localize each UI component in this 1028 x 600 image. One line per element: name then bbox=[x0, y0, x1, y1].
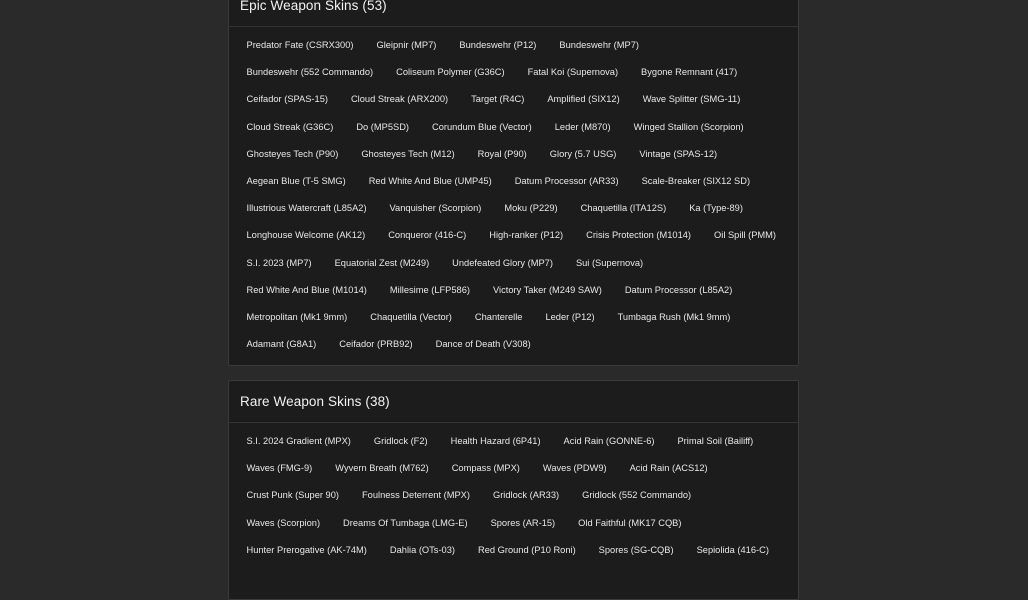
skin-item[interactable]: Red White And Blue (M1014) bbox=[246, 284, 367, 295]
skin-item[interactable]: Gridlock (552 Commando) bbox=[582, 490, 692, 501]
skin-item[interactable]: Longhouse Welcome (AK12) bbox=[246, 230, 366, 241]
skin-item[interactable]: Chanterelle bbox=[474, 311, 523, 322]
skin-item[interactable]: Crisis Protection (M1014) bbox=[586, 230, 692, 241]
skin-item[interactable]: Acid Rain (GONNE-6) bbox=[563, 436, 655, 446]
skin-item[interactable]: Ka (Type-89) bbox=[689, 203, 743, 214]
skin-item[interactable]: Moku (P229) bbox=[504, 203, 558, 214]
skin-item[interactable]: Bundeswehr (MP7) bbox=[559, 40, 639, 50]
skin-item[interactable]: Health Hazard (6P41) bbox=[450, 436, 541, 446]
skin-item[interactable]: Hunter Prerogative (AK-74M) bbox=[246, 544, 367, 555]
skin-item[interactable]: Ceifador (SPAS-15) bbox=[246, 94, 328, 105]
skin-item[interactable]: Victory Taker (M249 SAW) bbox=[492, 284, 602, 295]
skin-item[interactable]: Ghosteyes Tech (M12) bbox=[361, 148, 455, 159]
skin-item[interactable]: Conqueror (416-C) bbox=[388, 230, 467, 241]
skin-item[interactable]: Datum Processor (L85A2) bbox=[624, 284, 733, 295]
skin-item[interactable]: Compass (MPX) bbox=[451, 463, 520, 474]
skin-item[interactable]: Amplified (SIX12) bbox=[547, 94, 620, 105]
skin-item[interactable]: Sui (Supernova) bbox=[575, 257, 644, 268]
rare-skins-title: Rare Weapon Skins (38) bbox=[229, 381, 798, 423]
skin-item[interactable]: Do (MP5SD) bbox=[356, 121, 410, 132]
skin-item[interactable]: Ceifador (PRB92) bbox=[339, 339, 413, 350]
skin-item[interactable]: Foulness Deterrent (MPX) bbox=[362, 490, 470, 501]
skin-item[interactable]: Bundeswehr (552 Commando) bbox=[246, 67, 374, 78]
skin-item[interactable]: Vintage (SPAS-12) bbox=[639, 148, 718, 159]
skin-item[interactable]: Glory (5.7 USG) bbox=[549, 148, 617, 159]
skin-item[interactable]: High-ranker (P12) bbox=[489, 230, 564, 241]
skin-item[interactable]: Undefeated Glory (MP7) bbox=[452, 257, 553, 268]
epic-skins-title: Epic Weapon Skins (53) bbox=[229, 0, 798, 27]
skin-item[interactable]: Waves (Scorpion) bbox=[246, 517, 321, 528]
skin-item[interactable]: Ghosteyes Tech (P90) bbox=[246, 148, 339, 159]
skin-item[interactable]: Gridlock (F2) bbox=[373, 436, 428, 446]
skin-item[interactable]: Leder (M870) bbox=[554, 121, 611, 132]
rare-skins-list bbox=[229, 423, 798, 564]
skin-item[interactable]: Bygone Remnant (417) bbox=[641, 67, 738, 78]
skin-item[interactable]: Illustrious Watercraft (L85A2) bbox=[246, 203, 367, 214]
skin-item[interactable]: Primal Soil (Bailiff) bbox=[677, 436, 754, 446]
skin-item[interactable]: S.I. 2024 Gradient (MPX) bbox=[246, 436, 351, 446]
skin-item[interactable]: Cloud Streak (ARX200) bbox=[350, 94, 449, 105]
skin-item[interactable]: Wave Splitter (SMG-11) bbox=[642, 94, 741, 105]
skin-item[interactable]: Millesime (LFP586) bbox=[389, 284, 470, 295]
skin-item[interactable]: Red White And Blue (UMP45) bbox=[368, 175, 492, 186]
skin-item[interactable]: Equatorial Zest (M249) bbox=[334, 257, 430, 268]
rare-skins-panel bbox=[228, 380, 799, 600]
skin-item[interactable]: Dahlia (OTs-03) bbox=[389, 544, 455, 555]
skin-item[interactable]: Coliseum Polymer (G36C) bbox=[396, 67, 505, 78]
skin-item[interactable]: Gridlock (AR33) bbox=[492, 490, 560, 501]
skin-item[interactable]: Chaquetilla (ITA12S) bbox=[580, 203, 667, 214]
skin-item[interactable]: Royal (P90) bbox=[477, 148, 527, 159]
skin-item[interactable]: Waves (FMG-9) bbox=[246, 463, 313, 474]
epic-skins-list bbox=[229, 27, 798, 358]
skin-item[interactable]: Sepiolida (416-C) bbox=[696, 544, 769, 555]
skin-item[interactable]: Fatal Koi (Supernova) bbox=[527, 67, 619, 78]
skin-item[interactable]: Spores (SG-CQB) bbox=[598, 544, 674, 555]
skin-item[interactable]: Predator Fate (CSRX300) bbox=[246, 40, 354, 50]
skin-item[interactable]: Spores (AR-15) bbox=[490, 517, 556, 528]
skin-item[interactable]: Old Faithful (MK17 CQB) bbox=[578, 517, 682, 528]
skin-item[interactable]: Waves (PDW9) bbox=[542, 463, 607, 474]
skin-item[interactable]: Metropolitan (Mk1 9mm) bbox=[246, 311, 348, 322]
skin-item[interactable]: Winged Stallion (Scorpion) bbox=[633, 121, 744, 132]
skin-item[interactable]: S.I. 2023 (MP7) bbox=[246, 257, 312, 268]
skin-item[interactable]: Target (R4C) bbox=[471, 94, 525, 105]
skin-item[interactable]: Scale-Breaker (SIX12 SD) bbox=[641, 175, 751, 186]
skin-item[interactable]: Tumbaga Rush (Mk1 9mm) bbox=[617, 311, 731, 322]
skin-item[interactable]: Bundeswehr (P12) bbox=[459, 40, 537, 50]
skin-item[interactable]: Wyvern Breath (M762) bbox=[335, 463, 429, 474]
skin-item[interactable]: Corundum Blue (Vector) bbox=[432, 121, 532, 132]
skin-item[interactable]: Adamant (G8A1) bbox=[246, 339, 317, 350]
skin-item[interactable]: Red Ground (P10 Roni) bbox=[478, 544, 576, 555]
skin-item[interactable]: Dreams Of Tumbaga (LMG-E) bbox=[343, 517, 468, 528]
skin-item[interactable]: Acid Rain (ACS12) bbox=[629, 463, 708, 474]
skin-item[interactable]: Chaquetilla (Vector) bbox=[370, 311, 452, 322]
skin-item[interactable]: Oil Spill (PMM) bbox=[714, 230, 776, 241]
skin-item[interactable]: Dance of Death (V308) bbox=[435, 339, 531, 350]
skin-item[interactable]: Aegean Blue (T-5 SMG) bbox=[246, 175, 346, 186]
epic-skins-panel bbox=[228, 0, 799, 366]
skin-item[interactable]: Gleipnir (MP7) bbox=[376, 40, 437, 50]
skin-item[interactable]: Datum Processor (AR33) bbox=[514, 175, 619, 186]
skin-item[interactable]: Crust Punk (Super 90) bbox=[246, 490, 339, 501]
skin-item[interactable]: Cloud Streak (G36C) bbox=[246, 121, 334, 132]
skin-item[interactable]: Vanquisher (Scorpion) bbox=[389, 203, 482, 214]
skin-item[interactable]: Leder (P12) bbox=[545, 311, 595, 322]
